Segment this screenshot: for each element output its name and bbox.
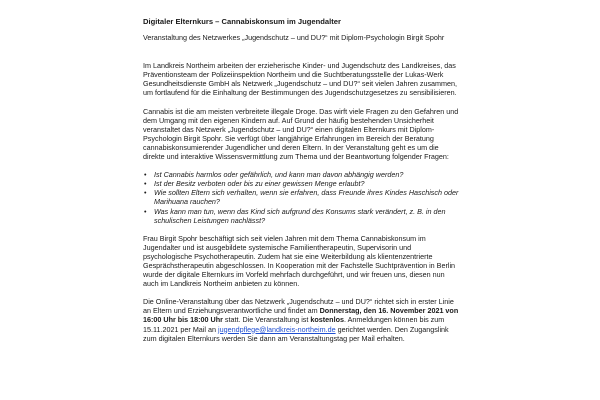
event-date: Donnerstag, den 16. November 2021 von 16:00 Uhr bis 18:00 Uhr <box>143 306 459 325</box>
event-text: . Anmeldungen können bis zum 15.11.2021 per Mail an <box>143 315 445 334</box>
question-text: Wie sollten Eltern sich verhalten, wenn sie erfahren, dass Freunde ihres Kindes Haschisch oder Marihuana rauchen? <box>154 188 459 207</box>
list-item <box>144 188 461 207</box>
registration-email-link[interactable]: jugendpflege@landkreis-northeim.de <box>218 324 336 334</box>
event-free-label: kostenlos <box>310 315 344 325</box>
bullet-icon: • <box>144 188 147 198</box>
question-text: Ist der Besitz verboten oder bis zu einer gewissen Menge erlaubt? <box>154 179 365 189</box>
question-list <box>143 170 461 225</box>
bullet-icon: • <box>144 206 147 216</box>
bullet-icon: • <box>144 179 147 189</box>
list-item <box>144 170 461 180</box>
list-item <box>144 179 461 189</box>
paragraph-event-details <box>143 297 461 342</box>
paragraph-network: Im Landkreis Northeim arbeiten der erzieherische Kinder- und Jugendschutz des Landkreises, das Präventionsteam der Polizeiinspektion Northeim und die Suchtberatungsstelle der Lukas-Werk Gesundheitsdienste GmbH als Netzwerk „Jugendschutz – und DU?“ seit vielen Jahren zusammen, um fortlaufend für die Einhaltung der Bestimmungen des Jugendschutzgesetzes zu sensibilisieren. <box>143 61 458 98</box>
question-text: Ist Cannabis harmlos oder gefährlich, und kann man davon abhängig werden? <box>154 170 404 180</box>
event-text: Die Online-Veranstaltung über das Netzwerk „Jugendschutz – und DU?“ richtet sich in erster Linie an Eltern und Erziehungsverantwortliche und findet am <box>143 297 454 316</box>
question-text: Was kann man tun, wenn das Kind sich aufgrund des Konsums stark verändert, z. B. in den schulischen Leistungen nachlässt? <box>154 206 446 225</box>
list-item <box>144 206 461 225</box>
paragraph-speaker: Frau Birgit Spohr beschäftigt sich seit vielen Jahren mit dem Thema Cannabiskonsum im Jugendalter und ist ausgebildete systemische Familientherapeutin, Supervisorin und psychologische Psychotherapeutin. Zudem hat sie eine Weiterbildung als klientenzentrierte Gesprächstherapeutin abgeschlossen. In Kooperation mit der Fachstelle Suchtprävention in Berlin wurde der digitale Elternkurs im Vorfeld mehrfach durchgeführt, und wir freuen uns, diesen nun auch im Landkreis Northeim anbieten zu können. <box>143 233 456 289</box>
event-text: statt. Die Veranstaltung ist <box>222 315 311 325</box>
bullet-icon: • <box>144 170 147 180</box>
document-subtitle: Veranstaltung des Netzwerkes „Jugendschutz – und DU?“ mit Diplom-Psychologin Birgit Spohr <box>143 33 445 43</box>
document-content <box>143 17 461 343</box>
event-text: gerichtet werden. Den Zugangslink zum digitalen Elternkurs werden Sie dann am Veranstaltungstag per Mail erhalten. <box>143 324 449 343</box>
paragraph-cannabis: Cannabis ist die am meisten verbreitete illegale Droge. Das wirft viele Fragen zu den Gefahren und dem Umgang mit den eigenen Kindern auf. Auf Grund der häufig bestehenden Unsicherheit veranstaltet das Netzwerk „Jugendschutz – und DU?“ einen digitalen Elternkurs mit Diplom-Psychologin Birgit Spohr. Sie verfügt über langjährige Erfahrungen im Bereich der Beratung cannabiskonsumierender Jugendlicher und deren Eltern. In der Veranstaltung geht es um die direkte und interaktive Wissensvermittlung zum Thema und der Beantwortung folgender Fragen: <box>143 106 459 162</box>
document-title: Digitaler Elternkurs – Cannabiskonsum im Jugendalter <box>143 17 341 26</box>
